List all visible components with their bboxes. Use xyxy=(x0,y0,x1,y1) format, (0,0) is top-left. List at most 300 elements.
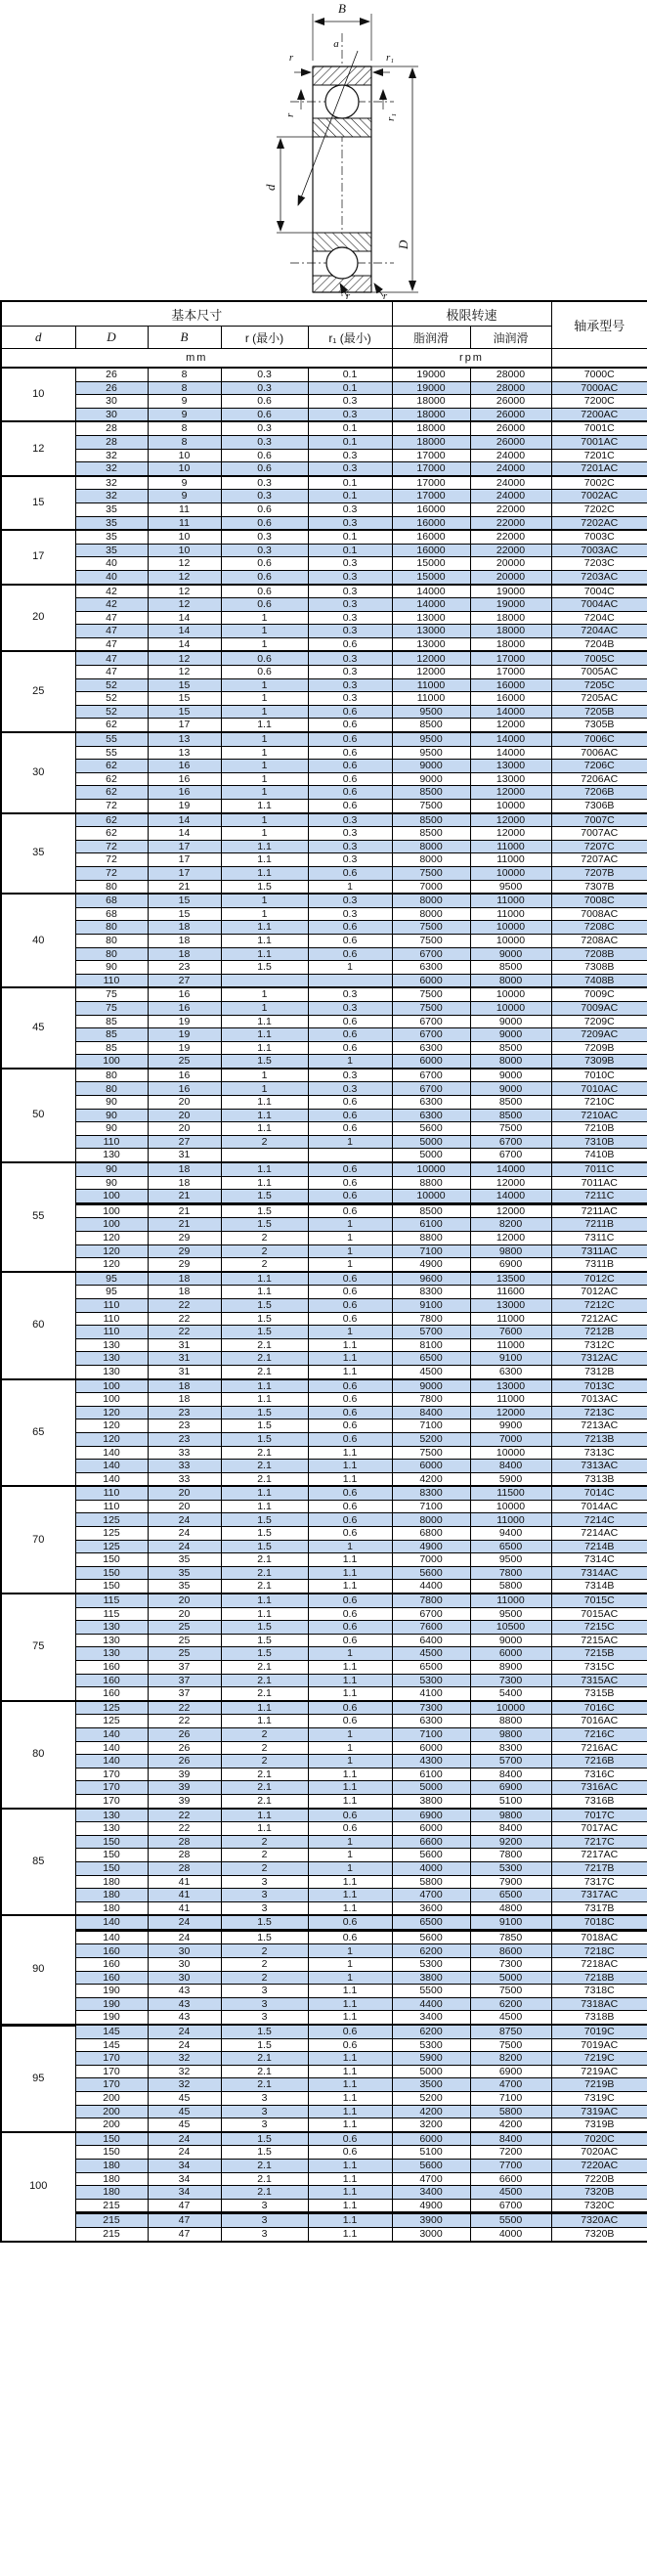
grease-speed-cell: 16000 xyxy=(392,530,470,544)
model-cell: 7212C xyxy=(551,1298,647,1312)
table-header xyxy=(1,301,647,368)
table-row xyxy=(1,1513,647,1527)
units-rpm: rpm xyxy=(392,349,551,369)
width-cell: 45 xyxy=(148,2118,221,2132)
outer-diameter-cell: 130 xyxy=(75,1365,148,1378)
width-cell: 18 xyxy=(148,921,221,935)
table-row xyxy=(1,1794,647,1808)
table-row xyxy=(1,1393,647,1407)
width-cell: 27 xyxy=(148,974,221,987)
r1-min-cell: 0.6 xyxy=(308,1432,392,1446)
table-row xyxy=(1,1486,647,1500)
table-row xyxy=(1,1272,647,1286)
outer-diameter-cell: 150 xyxy=(75,1566,148,1580)
r1-min-cell: 0.3 xyxy=(308,557,392,571)
oil-speed-cell: 9900 xyxy=(470,1419,551,1433)
r1-min-cell: 0.3 xyxy=(308,462,392,476)
oil-speed-cell: 13500 xyxy=(470,1272,551,1286)
r-min-cell: 1.5 xyxy=(221,1647,308,1661)
r-min-cell: 1.1 xyxy=(221,1122,308,1136)
r-min-cell: 0.3 xyxy=(221,435,308,449)
oil-speed-cell: 22000 xyxy=(470,516,551,530)
outer-diameter-cell: 26 xyxy=(75,368,148,381)
r1-min-cell: 0.6 xyxy=(308,1701,392,1715)
r-min-cell: 1.5 xyxy=(221,1203,308,1218)
width-cell: 17 xyxy=(148,853,221,867)
grease-speed-cell: 5000 xyxy=(392,1135,470,1149)
width-cell: 8 xyxy=(148,421,221,435)
table-row xyxy=(1,2186,647,2200)
oil-speed-cell: 17000 xyxy=(470,666,551,679)
oil-speed-cell: 8400 xyxy=(470,1460,551,1473)
width-cell: 45 xyxy=(148,2092,221,2106)
outer-diameter-cell: 160 xyxy=(75,1674,148,1687)
header-col-d: d xyxy=(1,327,75,349)
table-row xyxy=(1,827,647,841)
oil-speed-cell: 8300 xyxy=(470,1741,551,1755)
r-min-cell: 1.1 xyxy=(221,1176,308,1190)
width-cell: 24 xyxy=(148,2146,221,2160)
table-row xyxy=(1,544,647,557)
outer-diameter-cell: 85 xyxy=(75,1028,148,1042)
r1-min-cell: 0.6 xyxy=(308,1406,392,1419)
d-group-value: 90 xyxy=(1,1915,75,2025)
model-cell: 7214C xyxy=(551,1513,647,1527)
model-cell: 7309B xyxy=(551,1055,647,1069)
grease-speed-cell: 4500 xyxy=(392,1647,470,1661)
outer-diameter-cell: 125 xyxy=(75,1701,148,1715)
grease-speed-cell: 5700 xyxy=(392,1326,470,1339)
table-row xyxy=(1,2213,647,2228)
grease-speed-cell: 6000 xyxy=(392,2132,470,2146)
table-row xyxy=(1,732,647,746)
grease-speed-cell: 9500 xyxy=(392,705,470,719)
r-min-cell: 3 xyxy=(221,1889,308,1902)
grease-speed-cell: 4200 xyxy=(392,2105,470,2118)
model-cell: 7201C xyxy=(551,449,647,462)
model-cell: 7204B xyxy=(551,637,647,651)
oil-speed-cell: 8000 xyxy=(470,974,551,987)
r1-min-cell: 0.3 xyxy=(308,840,392,853)
oil-speed-cell: 19000 xyxy=(470,598,551,612)
grease-speed-cell: 16000 xyxy=(392,516,470,530)
r-min-cell: 2.1 xyxy=(221,2172,308,2186)
r-min-cell: 2.1 xyxy=(221,1338,308,1352)
r1-min-cell: 1.1 xyxy=(308,1687,392,1701)
r1-min-cell: 0.6 xyxy=(308,2132,392,2146)
grease-speed-cell: 11000 xyxy=(392,692,470,706)
grease-speed-cell: 6700 xyxy=(392,1015,470,1028)
r1-min-cell: 0.1 xyxy=(308,421,392,435)
model-cell: 7003C xyxy=(551,530,647,544)
table-row xyxy=(1,2038,647,2052)
table-row xyxy=(1,1715,647,1728)
table-row xyxy=(1,368,647,381)
model-cell: 7005C xyxy=(551,651,647,665)
oil-speed-cell: 4000 xyxy=(470,2227,551,2241)
width-cell: 10 xyxy=(148,462,221,476)
outer-diameter-cell: 160 xyxy=(75,1971,148,1985)
r1-min-cell: 1.1 xyxy=(308,2199,392,2213)
grease-speed-cell: 8000 xyxy=(392,1513,470,1527)
model-cell: 7212AC xyxy=(551,1312,647,1326)
outer-diameter-cell: 62 xyxy=(75,760,148,773)
oil-speed-cell: 5100 xyxy=(470,1794,551,1808)
model-cell: 7006AC xyxy=(551,746,647,760)
table-row xyxy=(1,516,647,530)
outer-diameter-cell: 150 xyxy=(75,1580,148,1594)
r1-min-cell: 0.6 xyxy=(308,1286,392,1299)
r-min-cell: 1.5 xyxy=(221,1513,308,1527)
r-min-cell: 1.5 xyxy=(221,1406,308,1419)
r1-min-cell: 0.3 xyxy=(308,1001,392,1015)
r-min-cell: 0.6 xyxy=(221,570,308,584)
grease-speed-cell: 5100 xyxy=(392,2146,470,2160)
oil-speed-cell: 9000 xyxy=(470,1028,551,1042)
r1-min-cell: 1.1 xyxy=(308,1781,392,1795)
grease-speed-cell: 8000 xyxy=(392,840,470,853)
model-cell: 7019C xyxy=(551,2025,647,2038)
width-cell: 32 xyxy=(148,2078,221,2092)
oil-speed-cell: 7800 xyxy=(470,1849,551,1862)
r1-min-cell: 0.3 xyxy=(308,502,392,516)
grease-speed-cell: 6000 xyxy=(392,1741,470,1755)
model-cell: 7317AC xyxy=(551,1889,647,1902)
r-min-cell: 0.3 xyxy=(221,476,308,490)
model-cell: 7013AC xyxy=(551,1393,647,1407)
grease-speed-cell: 4100 xyxy=(392,1687,470,1701)
outer-diameter-cell: 160 xyxy=(75,1958,148,1972)
oil-speed-cell: 11000 xyxy=(470,853,551,867)
r-min-cell: 1.5 xyxy=(221,1190,308,1204)
r1-min-cell: 0.6 xyxy=(308,2146,392,2160)
r-min-cell: 2.1 xyxy=(221,1365,308,1378)
table-row xyxy=(1,1661,647,1675)
grease-speed-cell: 5000 xyxy=(392,1781,470,1795)
r-min-cell: 1.5 xyxy=(221,1621,308,1635)
model-cell: 7211C xyxy=(551,1190,647,1204)
table-row xyxy=(1,1472,647,1486)
r-min-cell: 2.1 xyxy=(221,1794,308,1808)
r-min-cell: 1 xyxy=(221,1082,308,1096)
outer-diameter-cell: 200 xyxy=(75,2092,148,2106)
model-cell: 7320B xyxy=(551,2186,647,2200)
width-cell: 24 xyxy=(148,2132,221,2146)
oil-speed-cell: 7100 xyxy=(470,2092,551,2106)
grease-speed-cell: 7100 xyxy=(392,1727,470,1741)
width-cell: 24 xyxy=(148,2025,221,2038)
table-row xyxy=(1,1755,647,1768)
grease-speed-cell: 5300 xyxy=(392,1958,470,1972)
table-row xyxy=(1,530,647,544)
width-cell: 35 xyxy=(148,1553,221,1567)
table-row xyxy=(1,1607,647,1621)
oil-speed-cell: 9800 xyxy=(470,1809,551,1822)
outer-diameter-cell: 100 xyxy=(75,1190,148,1204)
r1-min-cell: 1 xyxy=(308,1944,392,1958)
model-cell: 7320C xyxy=(551,2199,647,2213)
model-cell: 7019AC xyxy=(551,2038,647,2052)
oil-speed-cell: 20000 xyxy=(470,557,551,571)
outer-diameter-cell: 75 xyxy=(75,987,148,1001)
model-cell: 7313C xyxy=(551,1446,647,1460)
d-group-value: 15 xyxy=(1,476,75,530)
grease-speed-cell: 17000 xyxy=(392,449,470,462)
table-row xyxy=(1,1379,647,1393)
oil-speed-cell: 12000 xyxy=(470,1232,551,1245)
d-group-value: 45 xyxy=(1,987,75,1069)
table-row xyxy=(1,1082,647,1096)
outer-diameter-cell: 215 xyxy=(75,2199,148,2213)
r1-min-cell: 0.1 xyxy=(308,368,392,381)
r1-min-cell: 1 xyxy=(308,1055,392,1069)
outer-diameter-cell: 80 xyxy=(75,934,148,947)
width-cell: 41 xyxy=(148,1875,221,1889)
oil-speed-cell: 8200 xyxy=(470,2052,551,2066)
oil-speed-cell: 24000 xyxy=(470,462,551,476)
model-cell: 7011C xyxy=(551,1162,647,1176)
model-cell: 7004AC xyxy=(551,598,647,612)
oil-speed-cell: 7850 xyxy=(470,1930,551,1944)
oil-speed-cell: 6700 xyxy=(470,1149,551,1162)
outer-diameter-cell: 150 xyxy=(75,1861,148,1875)
oil-speed-cell: 7600 xyxy=(470,1326,551,1339)
table-row xyxy=(1,1634,647,1647)
grease-speed-cell: 9500 xyxy=(392,732,470,746)
r1-min-cell: 0.6 xyxy=(308,1594,392,1607)
r1-min-cell: 0.1 xyxy=(308,530,392,544)
table-row xyxy=(1,1190,647,1204)
model-cell: 7004C xyxy=(551,585,647,598)
width-cell: 26 xyxy=(148,1741,221,1755)
table-row xyxy=(1,625,647,638)
outer-diameter-cell: 72 xyxy=(75,800,148,813)
width-cell: 34 xyxy=(148,2159,221,2172)
r-min-cell: 3 xyxy=(221,1875,308,1889)
grease-speed-cell: 18000 xyxy=(392,408,470,421)
width-cell: 25 xyxy=(148,1621,221,1635)
lower-ball xyxy=(326,247,358,279)
outer-diameter-cell: 160 xyxy=(75,1944,148,1958)
grease-speed-cell: 6000 xyxy=(392,974,470,987)
r1-min-cell: 0.6 xyxy=(308,2025,392,2038)
width-cell: 22 xyxy=(148,1298,221,1312)
model-cell: 7213AC xyxy=(551,1419,647,1433)
r1-min-cell: 0.1 xyxy=(308,490,392,503)
width-cell: 15 xyxy=(148,678,221,692)
width-cell: 15 xyxy=(148,692,221,706)
table-row xyxy=(1,2011,647,2025)
r1-min-cell: 0.3 xyxy=(308,516,392,530)
oil-speed-cell: 18000 xyxy=(470,611,551,625)
oil-speed-cell: 8500 xyxy=(470,961,551,975)
r1-min-cell: 0.3 xyxy=(308,570,392,584)
table-row xyxy=(1,1971,647,1985)
grease-speed-cell: 8300 xyxy=(392,1486,470,1500)
r-min-cell: 1.1 xyxy=(221,1594,308,1607)
r-min-cell: 1 xyxy=(221,827,308,841)
width-cell: 20 xyxy=(148,1122,221,1136)
outer-diameter-cell: 52 xyxy=(75,692,148,706)
width-cell: 16 xyxy=(148,1069,221,1082)
model-cell: 7017AC xyxy=(551,1822,647,1836)
model-cell: 7219AC xyxy=(551,2065,647,2078)
grease-speed-cell: 3400 xyxy=(392,2011,470,2025)
table-row xyxy=(1,1218,647,1232)
table-row xyxy=(1,974,647,987)
outer-diameter-cell: 140 xyxy=(75,1915,148,1930)
outer-diameter-cell: 150 xyxy=(75,2132,148,2146)
r-min-cell: 0.6 xyxy=(221,449,308,462)
outer-diameter-cell: 52 xyxy=(75,678,148,692)
model-cell: 7000AC xyxy=(551,381,647,395)
outer-diameter-cell: 125 xyxy=(75,1527,148,1541)
width-cell: 23 xyxy=(148,1432,221,1446)
table-row xyxy=(1,1647,647,1661)
outer-diameter-cell: 55 xyxy=(75,746,148,760)
grease-speed-cell: 11000 xyxy=(392,678,470,692)
r-min-cell: 1 xyxy=(221,732,308,746)
table-row xyxy=(1,1122,647,1136)
table-row xyxy=(1,1835,647,1849)
table-row xyxy=(1,1701,647,1715)
outer-diameter-cell: 90 xyxy=(75,1162,148,1176)
grease-speed-cell: 9100 xyxy=(392,1298,470,1312)
model-cell: 7314AC xyxy=(551,1566,647,1580)
width-cell: 18 xyxy=(148,1176,221,1190)
r1-min-cell: 0.3 xyxy=(308,692,392,706)
label-r-bottom-left: r xyxy=(345,290,351,300)
grease-speed-cell: 7500 xyxy=(392,934,470,947)
r1-min-cell: 1.1 xyxy=(308,2078,392,2092)
table-row xyxy=(1,1553,647,1567)
table-row xyxy=(1,408,647,421)
r-min-cell: 1.1 xyxy=(221,1286,308,1299)
model-cell: 7217B xyxy=(551,1861,647,1875)
outer-diameter-cell: 125 xyxy=(75,1715,148,1728)
oil-speed-cell: 6300 xyxy=(470,1365,551,1378)
width-cell: 30 xyxy=(148,1958,221,1972)
grease-speed-cell: 18000 xyxy=(392,395,470,409)
width-cell: 21 xyxy=(148,880,221,894)
table-row xyxy=(1,1015,647,1028)
r-min-cell: 1.1 xyxy=(221,1500,308,1513)
r1-min-cell: 0.6 xyxy=(308,1041,392,1055)
oil-speed-cell: 19000 xyxy=(470,585,551,598)
width-cell: 16 xyxy=(148,786,221,800)
label-B: B xyxy=(338,1,346,16)
r1-min-cell: 0.6 xyxy=(308,866,392,880)
outer-diameter-cell: 62 xyxy=(75,827,148,841)
r-min-cell: 1.5 xyxy=(221,1218,308,1232)
model-cell: 7313B xyxy=(551,1472,647,1486)
r-min-cell xyxy=(221,1149,308,1162)
grease-speed-cell: 9000 xyxy=(392,772,470,786)
grease-speed-cell: 3000 xyxy=(392,2227,470,2241)
table-row xyxy=(1,2159,647,2172)
table-row xyxy=(1,1419,647,1433)
grease-speed-cell: 4500 xyxy=(392,1365,470,1378)
grease-speed-cell: 4200 xyxy=(392,1472,470,1486)
table-row xyxy=(1,1338,647,1352)
width-cell: 31 xyxy=(148,1365,221,1378)
width-cell: 30 xyxy=(148,1971,221,1985)
d-group-value: 80 xyxy=(1,1701,75,1809)
outer-diameter-cell: 110 xyxy=(75,1298,148,1312)
r-min-cell: 3 xyxy=(221,2011,308,2025)
outer-diameter-cell: 90 xyxy=(75,1122,148,1136)
r-min-cell: 1 xyxy=(221,611,308,625)
r-min-cell: 1.1 xyxy=(221,1096,308,1110)
outer-diameter-cell: 110 xyxy=(75,1135,148,1149)
width-cell: 33 xyxy=(148,1446,221,1460)
r-min-cell: 1.5 xyxy=(221,2146,308,2160)
outer-diameter-cell: 130 xyxy=(75,1149,148,1162)
r1-min-cell: 1 xyxy=(308,1958,392,1972)
outer-diameter-cell: 125 xyxy=(75,1513,148,1527)
r1-min-cell: 0.6 xyxy=(308,947,392,961)
r-min-cell: 1.5 xyxy=(221,2132,308,2146)
r1-min-cell: 0.6 xyxy=(308,1513,392,1527)
grease-speed-cell: 7800 xyxy=(392,1393,470,1407)
width-cell: 14 xyxy=(148,637,221,651)
outer-diameter-cell: 150 xyxy=(75,1835,148,1849)
table-row xyxy=(1,947,647,961)
d-group-value: 75 xyxy=(1,1594,75,1701)
model-cell: 7009AC xyxy=(551,1001,647,1015)
width-cell: 12 xyxy=(148,598,221,612)
oil-speed-cell: 5900 xyxy=(470,1472,551,1486)
table-row xyxy=(1,1527,647,1541)
r1-min-cell: 0.6 xyxy=(308,760,392,773)
table-row xyxy=(1,1176,647,1190)
r1-min-cell: 0.6 xyxy=(308,1190,392,1204)
r1-min-cell: 1.1 xyxy=(308,1794,392,1808)
grease-speed-cell: 3900 xyxy=(392,2213,470,2228)
label-r1-topright: r₁ xyxy=(385,52,395,64)
model-cell: 7313AC xyxy=(551,1460,647,1473)
table-row xyxy=(1,786,647,800)
header-limit-speed: 极限转速 xyxy=(392,301,551,327)
r1-min-cell: 1.1 xyxy=(308,1985,392,1998)
r1-min-cell: 0.6 xyxy=(308,1500,392,1513)
model-cell: 7018C xyxy=(551,1915,647,1930)
outer-diameter-cell: 52 xyxy=(75,705,148,719)
grease-speed-cell: 8400 xyxy=(392,1406,470,1419)
grease-speed-cell: 8300 xyxy=(392,1286,470,1299)
width-cell: 47 xyxy=(148,2227,221,2241)
width-cell: 15 xyxy=(148,894,221,907)
width-cell: 31 xyxy=(148,1352,221,1366)
outer-diameter-cell: 32 xyxy=(75,462,148,476)
grease-speed-cell: 8500 xyxy=(392,827,470,841)
d-group-value: 65 xyxy=(1,1379,75,1487)
outer-diameter-cell: 130 xyxy=(75,1809,148,1822)
r-min-cell: 2.1 xyxy=(221,1580,308,1594)
oil-speed-cell: 14000 xyxy=(470,705,551,719)
bearing-diagram-container xyxy=(0,0,647,300)
table-row xyxy=(1,1901,647,1915)
table-row xyxy=(1,1594,647,1607)
oil-speed-cell: 28000 xyxy=(470,368,551,381)
label-D: D xyxy=(396,240,410,249)
model-cell: 7200C xyxy=(551,395,647,409)
model-cell: 7210AC xyxy=(551,1109,647,1122)
r1-min-cell: 1 xyxy=(308,1971,392,1985)
width-cell: 9 xyxy=(148,395,221,409)
grease-speed-cell: 14000 xyxy=(392,585,470,598)
r-min-cell: 1 xyxy=(221,678,308,692)
